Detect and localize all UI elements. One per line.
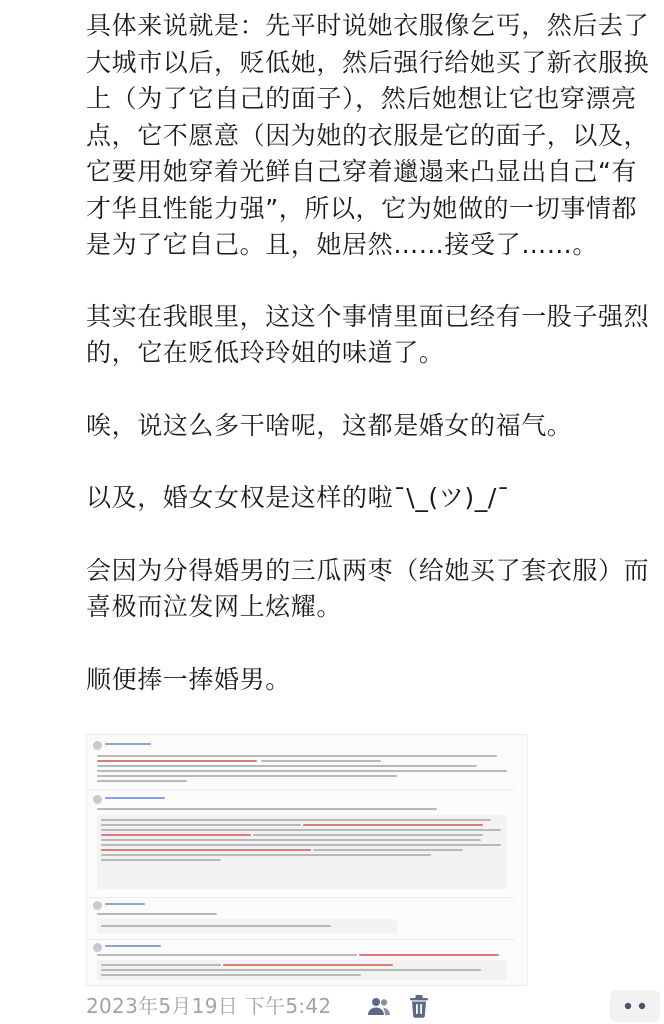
embedded-text-line (223, 964, 393, 966)
embedded-text-line (101, 819, 491, 821)
embedded-text-line (101, 839, 481, 841)
embedded-avatar (93, 943, 102, 952)
post-paragraph: 其实在我眼里，这这个事情里面已经有一股子强烈的，它在贬低玲玲姐的味道了。 (86, 301, 650, 367)
post-timestamp: 2023年5月19日 下午5:42 (86, 994, 332, 1018)
embedded-text-line (261, 760, 381, 762)
embedded-divider (87, 939, 515, 940)
embedded-username (105, 743, 151, 745)
embedded-text-line (313, 849, 463, 851)
embedded-avatar (93, 795, 102, 804)
embedded-text-line (101, 925, 331, 927)
embedded-avatar (93, 741, 102, 750)
post-paragraph: 以及，婚女女权是这样的啦¯\_(ツ)_/¯ (86, 483, 510, 512)
post-body (86, 8, 654, 734)
post-paragraph: 具体来说就是：先平时说她衣服像乞丐，然后去了大城市以后，贬低她，然后强行给她买了新衣服换上（为了它自己的面子），然后她想让它也穿漂亮点，它不愿意（因为她的衣服是它的面子，以及，它要用她穿着光鲜自己穿着邋遢来凸显出自己“有才华且性能力强”，所以，它为她做的一切事情都是为了它自己。且，她居然……接受了……。 (86, 11, 650, 259)
post-paragraph: 会因为分得婚男的三瓜两枣（给她买了套衣服）而喜极而泣发网上炫耀。 (86, 555, 650, 621)
more-options-button[interactable] (610, 990, 660, 1022)
embedded-quote-box (97, 815, 507, 889)
embedded-avatar (93, 901, 102, 910)
embedded-text-line (97, 775, 397, 777)
embedded-text-line (97, 954, 357, 956)
embedded-divider (87, 897, 515, 898)
post-paragraph: 顺便捧一捧婚男。 (86, 664, 291, 694)
embedded-text-line (97, 770, 507, 772)
embedded-text-line (101, 854, 431, 856)
embedded-username (105, 797, 165, 799)
embedded-text-line (97, 780, 187, 782)
embedded-text-line (359, 954, 499, 956)
embedded-text-line (97, 755, 497, 757)
embedded-text-line (101, 859, 221, 861)
more-dots-icon (622, 1002, 648, 1010)
embedded-text-line (303, 824, 483, 826)
embedded-text-line (101, 834, 251, 836)
embedded-text-line (97, 760, 257, 762)
post-footer (86, 992, 664, 1020)
embedded-text-line (101, 964, 221, 966)
embedded-text-line (101, 844, 501, 846)
embedded-text-line (101, 849, 311, 851)
embedded-username (105, 903, 145, 905)
embedded-divider (87, 789, 515, 790)
embedded-username (105, 945, 161, 947)
post-paragraph: 唉，说这么多干啥呢，这都是婚女的福气。 (86, 410, 573, 440)
trash-icon[interactable] (406, 993, 432, 1019)
embedded-text-line (101, 829, 501, 831)
embedded-text-line (97, 765, 477, 767)
embedded-text-line (101, 824, 301, 826)
embedded-text-line (253, 834, 483, 836)
embedded-text-line (101, 969, 481, 971)
embedded-text-line (101, 974, 361, 976)
embedded-text-line (97, 913, 217, 915)
embedded-screenshot[interactable] (86, 734, 528, 986)
embedded-text-line (97, 808, 437, 810)
people-icon[interactable] (366, 993, 392, 1019)
